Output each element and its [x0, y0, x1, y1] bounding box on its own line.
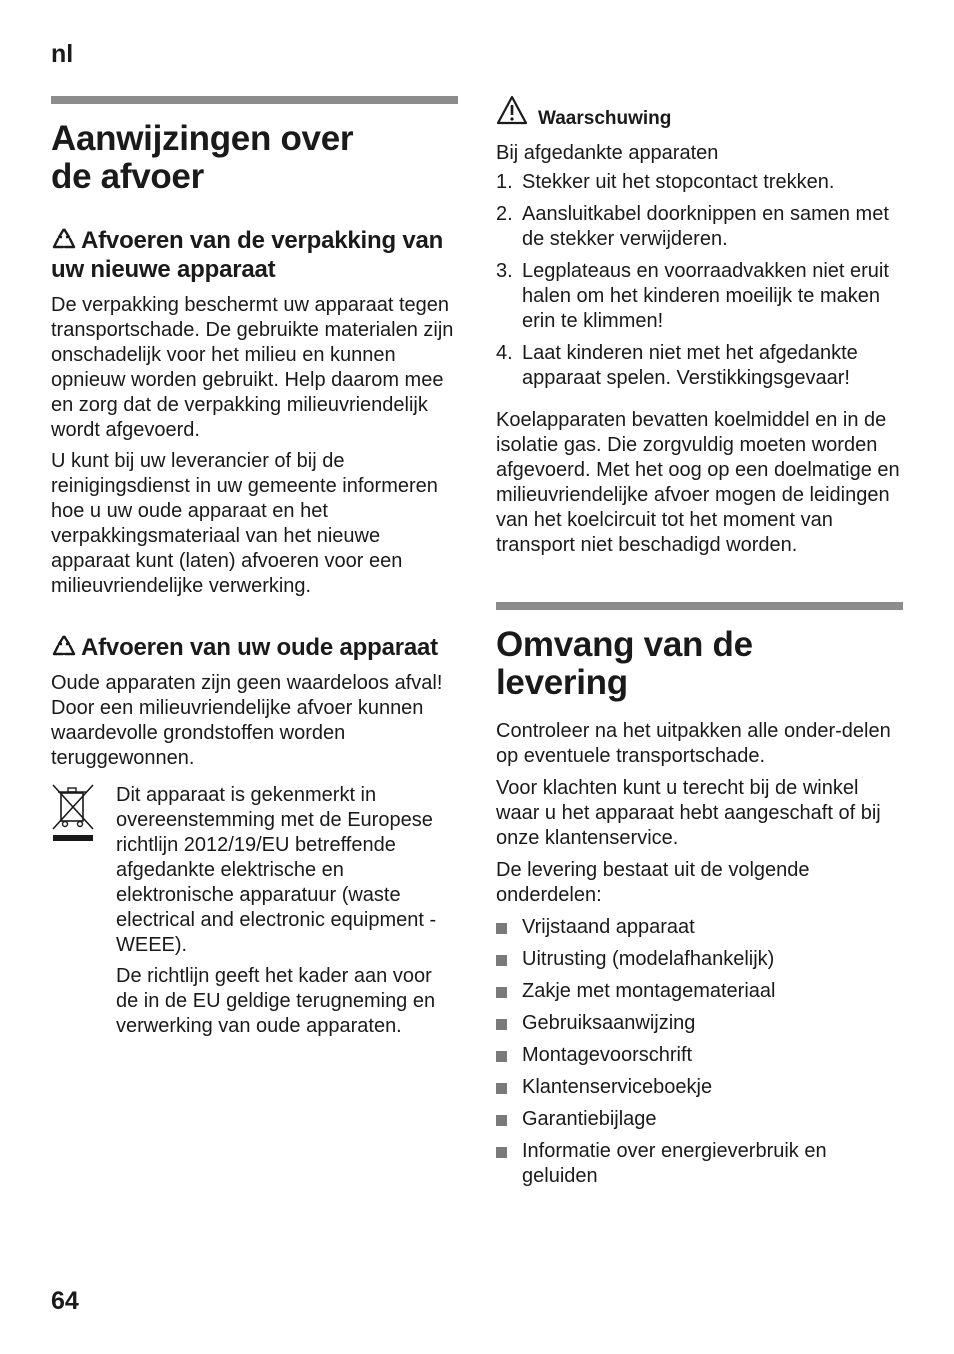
- step-number: 3.: [496, 260, 513, 282]
- weee-paragraph-2: De richtlijn geeft het kader aan voor de in de EU geldige terugneming en verwerking van oude apparaten.: [116, 965, 436, 1037]
- step-number: 2.: [496, 203, 513, 225]
- step-text: Laat kinderen niet met het afgedankte apparaat spelen. Verstikkingsgevaar!: [522, 342, 858, 389]
- list-item: Gebruiksaanwijzing: [496, 1011, 903, 1036]
- weee-block: [51, 783, 458, 1039]
- list-item: Montagevoorschrift: [496, 1043, 903, 1068]
- packaging-paragraph-1: De verpakking beschermt uw apparaat tegen transportschade. De gebruikte materialen zijn onschadelijk voor het milieu en kunnen opnieuw worden gebruikt. Help daarom mee en zorg dat de verpakking milieuvriendelijk wordt afgevoerd.: [51, 294, 454, 441]
- warning-step: [496, 341, 903, 391]
- heading-packaging-text: Afvoeren van de verpakking van uw nieuwe apparaat: [51, 227, 444, 283]
- list-item: Informatie over energieverbruik en geluiden: [496, 1139, 903, 1189]
- list-item: Uitrusting (modelafhankelijk): [496, 947, 903, 972]
- weee-crossed-bin-icon: [51, 783, 116, 1039]
- old-appliance-paragraph: Oude apparaten zijn geen waardeloos afval! Door een milieuvriendelijke afvoer kunnen waardevolle grondstoffen worden teruggewonnen.: [51, 672, 443, 769]
- list-item: Zakje met montagemateriaal: [496, 979, 903, 1004]
- right-column: [496, 96, 903, 1196]
- step-text: Aansluitkabel doorknippen en samen met de stekker verwijderen.: [522, 203, 889, 250]
- warning-steps: [496, 170, 903, 391]
- left-column: [51, 96, 458, 1039]
- list-item: Klantenserviceboekje: [496, 1075, 903, 1100]
- warning-triangle-icon: [496, 95, 528, 130]
- warning-outro: Koelapparaten bevatten koelmiddel en in de isolatie gas. Die zorgvuldig moeten worden afgevoerd. Met het oog op een doelmatige en milieuvriendelijke afvoer mogen de leidingen van het koelcircuit tot het moment van transport niet beschadigd worden.: [496, 409, 900, 556]
- delivery-paragraph-3: De levering bestaat uit de volgende onderdelen:: [496, 859, 810, 906]
- weee-paragraph-1: Dit apparaat is gekenmerkt in overeenstemming met de Europese richtlijn 2012/19/EU betreffende afgedankte elektrische en elektronische apparatuur (waste electrical and electronic equipment - WEEE).: [116, 784, 437, 956]
- page-number: 64: [51, 1287, 79, 1315]
- warning-intro: Bij afgedankte apparaten: [496, 142, 719, 164]
- warning-header: [496, 96, 903, 130]
- step-text: Stekker uit het stopcontact trekken.: [522, 171, 835, 193]
- language-code: nl: [51, 40, 74, 68]
- delivery-items: [496, 915, 903, 1189]
- list-item: Vrijstaand apparaat: [496, 915, 903, 940]
- section-title-disposal: Aanwijzingen over de afvoer: [51, 119, 354, 196]
- warning-step: [496, 259, 903, 334]
- step-number: 1.: [496, 171, 513, 193]
- heading-packaging: [51, 226, 458, 284]
- warning-step: [496, 202, 903, 252]
- recycle-icon: [51, 633, 81, 662]
- delivery-paragraph-1: Controleer na het uitpakken alle onder-delen op eventuele transportschade.: [496, 720, 891, 767]
- heading-old-appliance-text: Afvoeren van uw oude apparaat: [81, 634, 438, 661]
- warning-step: [496, 170, 903, 195]
- list-item: Garantiebijlage: [496, 1107, 903, 1132]
- delivery-paragraph-2: Voor klachten kunt u terecht bij de winkel waar u het apparaat hebt aangeschaft of bij onze klantenservice.: [496, 777, 881, 849]
- section-rule: [496, 602, 903, 610]
- step-number: 4.: [496, 342, 513, 364]
- recycle-icon: [51, 226, 81, 255]
- section-title-delivery: Omvang van de levering: [496, 625, 753, 702]
- packaging-paragraph-2: U kunt bij uw leverancier of bij de reinigingsdienst in uw gemeente informeren hoe u uw oude apparaat en het verpakkingsmateriaal van het nieuwe apparaat kunt (laten) afvoeren voor een milieuvriendelijke verwerking.: [51, 450, 438, 597]
- warning-label: Waarschuwing: [538, 108, 672, 129]
- step-text: Legplateaus en voorraadvakken niet eruit halen om het kinderen moeilijk te maken erin te klimmen!: [522, 260, 889, 332]
- heading-old-appliance: [51, 633, 458, 662]
- section-rule: [51, 96, 458, 104]
